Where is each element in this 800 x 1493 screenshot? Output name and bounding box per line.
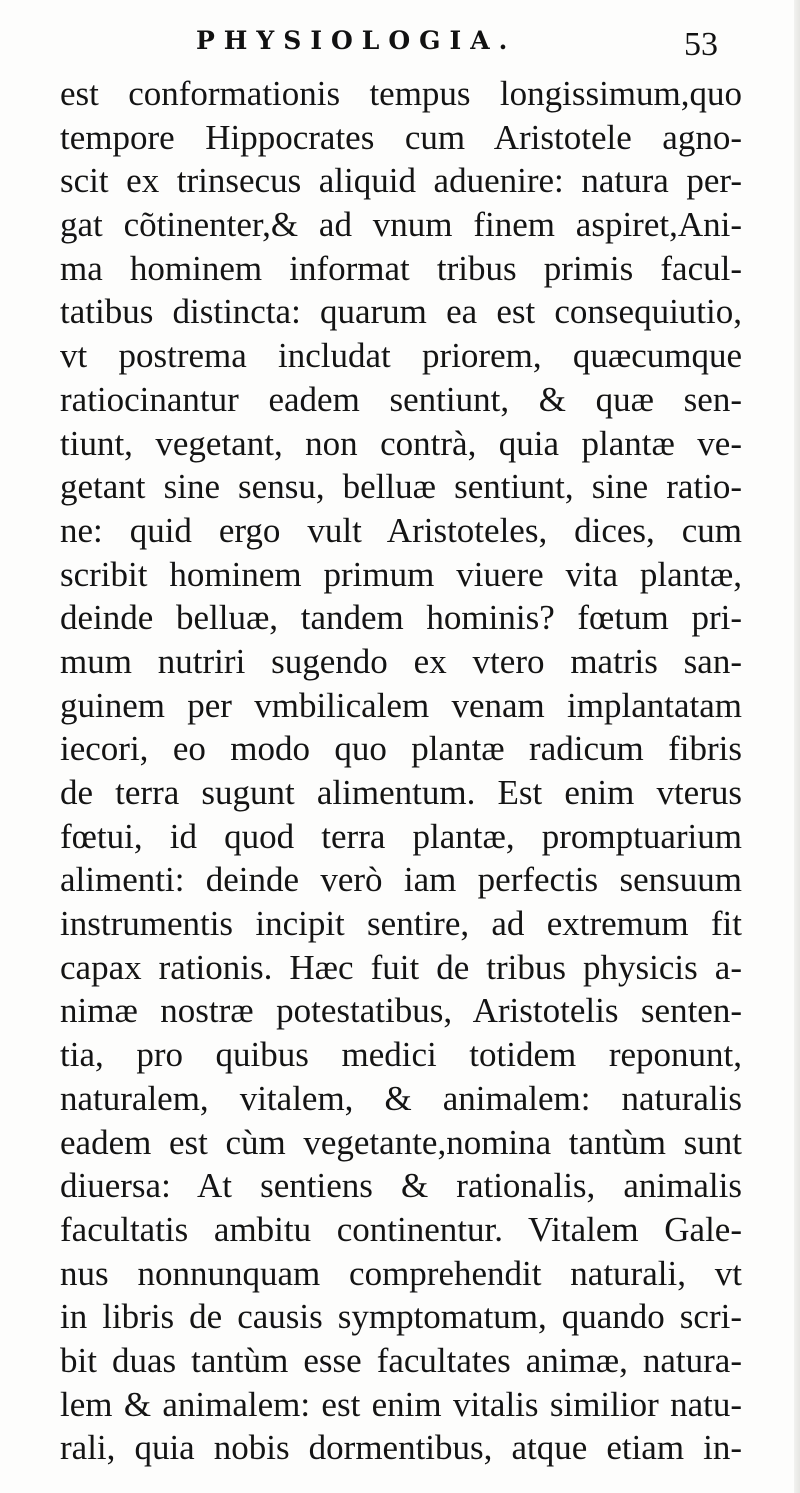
text-line: getant sine sensu, belluæ sentiunt, sine ratio- [60,467,742,507]
text-line: rali, quia nobis dormentibus, atque etiam in- [60,1428,742,1468]
text-line: scit ex trinsecus aliquid aduenire: natura per- [60,161,742,201]
running-head: PHYSIOLOGIA. [196,26,517,55]
text-line: in libris de causis symptomatum, quando scri- [60,1297,742,1337]
text-line: guinem per vmbilicalem venam implantatam [60,685,742,725]
text-line: ma hominem informat tribus primis facul- [60,248,742,288]
text-line: de terra sugunt alimentum. Est enim vterus [60,773,742,812]
text-line: tia, pro quibus medici totidem reponunt, [60,1035,742,1075]
text-line: bit duas tantùm esse facultates animæ, natura- [60,1340,742,1380]
text-line: naturalem, vitalem, & animalem: naturalis [60,1078,742,1118]
page-number: 53 [684,26,718,63]
text-line: facultatis ambitu continentur. Vitalem Gale- [60,1209,742,1249]
text-line: tatibus distincta: quarum ea est consequiutio, [60,292,742,332]
text-line: deinde belluæ, tandem hominis? fœtum pri- [60,598,742,638]
text-line: eadem est cùm vegetante,nomina tantùm sunt [60,1122,742,1162]
text-line: est conformationis tempus longissimum,quo [60,74,742,113]
text-line: lem & animalem: est enim vitalis similior natu- [60,1384,742,1424]
text-line: nimæ nostræ potestatibus, Aristotelis senten- [60,991,742,1031]
body-text [60,72,742,1470]
text-line: ne: quid ergo vult Aristoteles, dices, cum [60,510,742,550]
text-line: mum nutriri sugendo ex vtero matris san- [60,641,742,681]
text-line: tiunt, vegetant, non contrà, quia plantæ ve- [60,423,742,463]
text-line: instrumentis incipit sentire, ad extremum fit [60,904,742,944]
text-line: fœtui, id quod terra plantæ, promptuarium [60,816,742,856]
text-line: scribit hominem primum viuere vita plantæ, [60,554,742,594]
page-edge [794,0,800,1493]
text-line: alimenti: deinde verò iam perfectis sensuum [60,860,742,900]
text-line: gat cõtinenter,& ad vnum finem aspiret,Ani- [60,205,742,245]
text-line: ratiocinantur eadem sentiunt, & quæ sen- [60,379,742,419]
text-line: diuersa: At sentiens & rationalis, animalis [60,1166,742,1206]
text-line: tempore Hippocrates cum Aristotele agno- [60,117,742,157]
text-line: nus nonnunquam comprehendit naturali, vt [60,1253,742,1293]
text-line: vt postrema includat priorem, quæcumque [60,336,742,376]
text-line: iecori, eo modo quo plantæ radicum fibris [60,729,742,769]
text-line: capax rationis. Hæc fuit de tribus physicis a- [60,947,742,987]
